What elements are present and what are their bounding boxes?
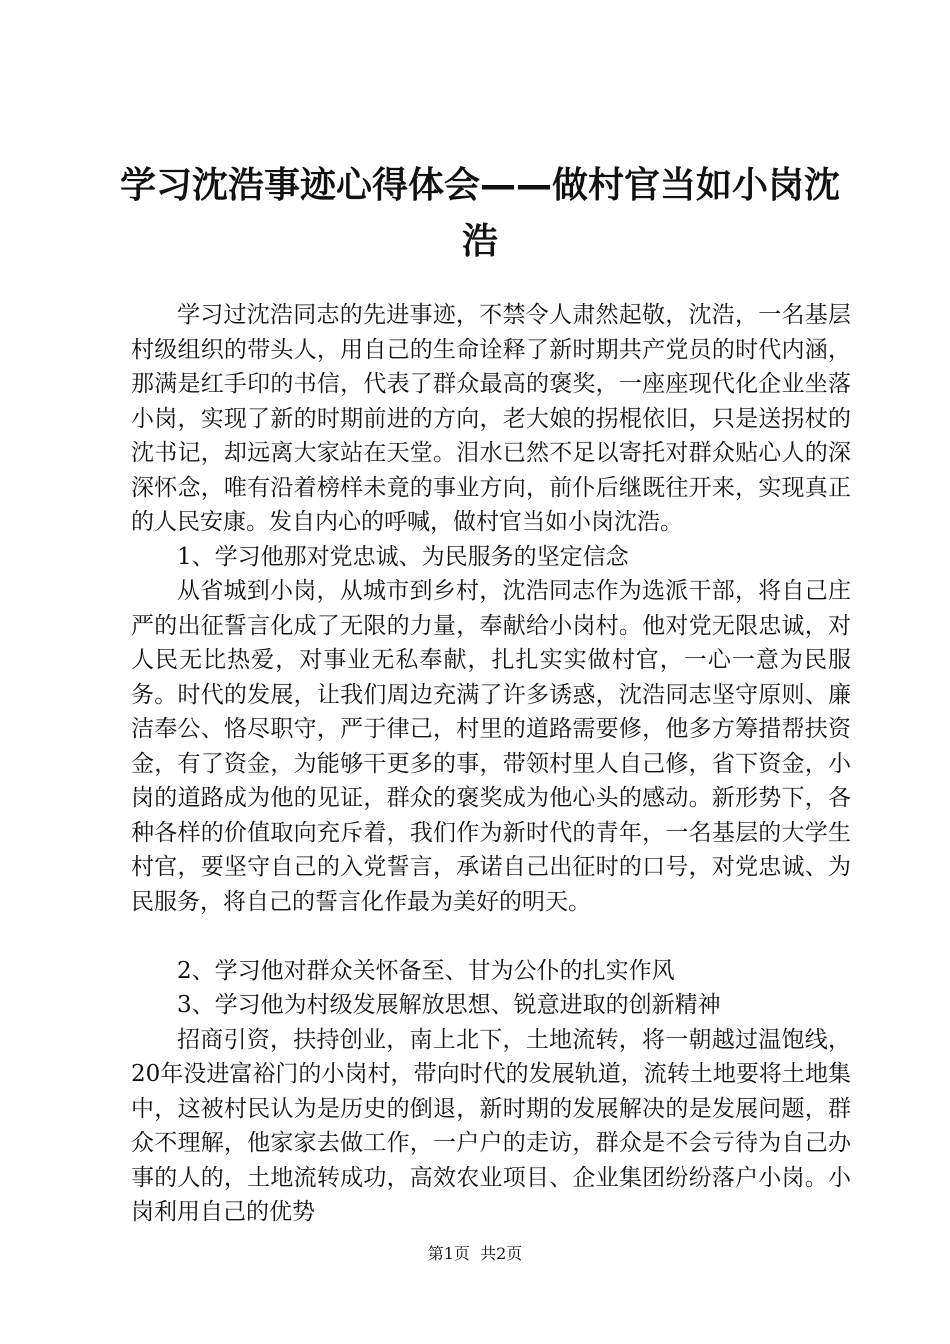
document-title-continued: 浩	[461, 221, 498, 262]
section-heading-3: 3、学习他为村级发展解放思想、锐意进取的创新精神	[177, 992, 721, 1018]
page-number-label: 第1页 共2页	[427, 1244, 523, 1263]
section-paragraph-3: 招商引资，扶持创业，南上北下，土地流转，将一朝越过温饱线，20年没进富裕门的小岗村，带向时代的发展轨道，流转土地要将土地集中，这被村民认为是历史的倒退，新时期的发展解决的是发展问题，群众不理解，他家家去做工作，一户户的走访，群众是不会亏待为自己办事的人的，土地流转成功，高效农业项目、企业集团纷纷落户小岗。小岗利用自己的优势	[131, 1026, 851, 1225]
page-footer	[0, 1244, 950, 1264]
document-title: 学习沈浩事迹心得体会——做村官当如小岗沈	[120, 165, 841, 206]
intro-paragraph: 学习过沈浩同志的先进事迹，不禁令人肃然起敬，沈浩，一名基层村级组织的带头人，用自己的生命诠释了新时期共产党员的时代内涵，那满是红手印的书信，代表了群众最高的褒奖，一座座现代化企业坐落小岗，实现了新的时期前进的方向，老大娘的拐棍依旧，只是送拐杖的沈书记，却远离大家站在天堂。泪水已然不足以寄托对群众贴心人的深深怀念，唯有沿着榜样未竟的事业方向，前仆后继既往开来，实现真正的人民安康。发自内心的呼喊，做村官当如小岗沈浩。	[131, 302, 851, 535]
document-body	[131, 298, 851, 1230]
section-heading-2: 2、学习他对群众关怀备至、甘为公仆的扎实作风	[177, 957, 675, 984]
section-paragraph-1: 从省城到小岗，从城市到乡村，沈浩同志作为选派干部，将自己庄严的出征誓言化成了无限的力量，奉献给小岗村。他对党无限忠诚，对人民无比热爱，对事业无私奉献，扎扎实实做村官，一心一意为民服务。时代的发展，让我们周边充满了许多诱惑，沈浩同志坚守原则、廉洁奉公、恪尽职守，严于律己，村里的道路需要修，他多方筹措帮扶资金，有了资金，为能够干更多的事，带领村里人自己修，省下资金，小岗的道路成为他的见证，群众的褒奖成为他心头的感动。新形势下，各种各样的价值取向充斥着，我们作为新时代的青年，一名基层的大学生村官，要坚守自己的入党誓言，承诺自己出征时的口号，对党忠诚、为民服务，将自己的誓言化作最为美好的明天。	[131, 578, 851, 915]
section-heading-1: 1、学习他那对党忠诚、为民服务的坚定信念	[177, 543, 629, 570]
paragraph-gap	[131, 919, 851, 954]
